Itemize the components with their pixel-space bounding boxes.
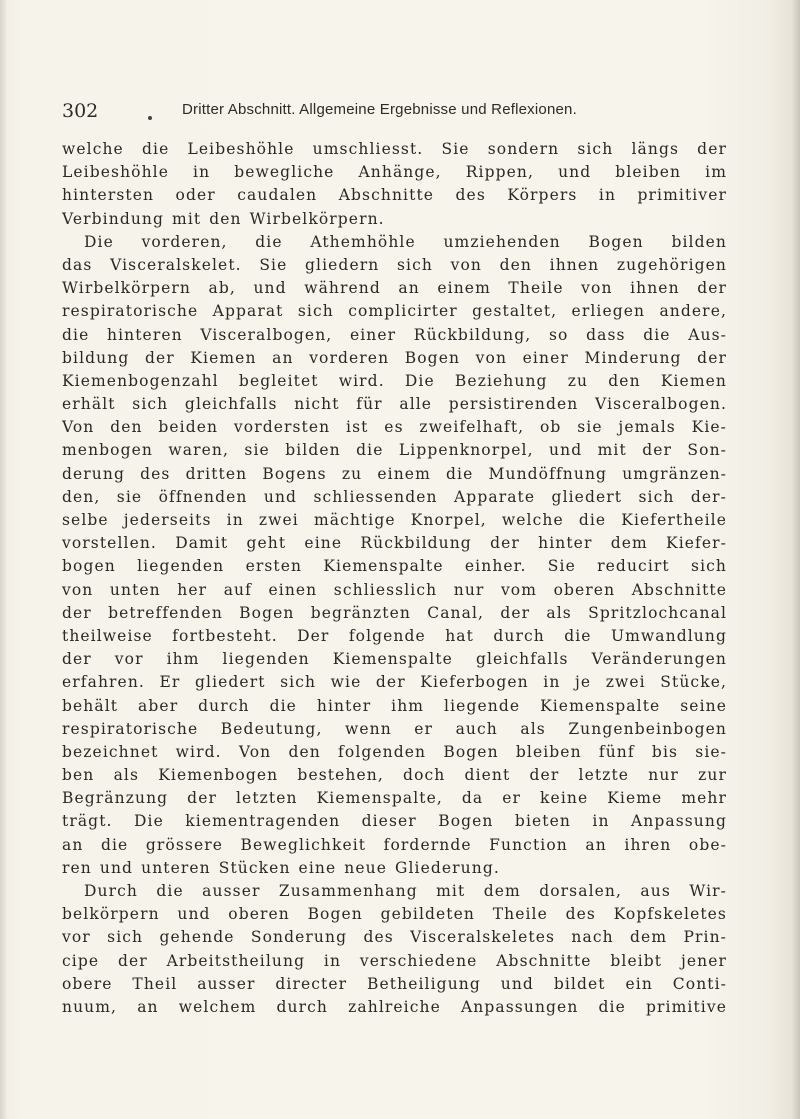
text-line: Die vorderen, die Athemhöhle umziehenden Bogen bilden — [84, 232, 727, 251]
text-line: ren und unteren Stücken eine neue Gliederung. — [62, 858, 500, 877]
running-head: Dritter Abschnitt. Allgemeine Ergebnisse und Reflexionen. — [182, 101, 577, 118]
text-line: Verbindung mit den Wirbelkörpern. — [62, 209, 385, 228]
page-header — [62, 100, 722, 124]
text-line: der vor ihm liegenden Kiemenspalte gleichfalls Veränderungen — [62, 650, 727, 669]
text-line: vor sich gehende Sonderung des Visceralskeletes nach dem Prin- — [62, 928, 727, 947]
text-line: Leibeshöhle in bewegliche Anhänge, Rippen, und bleiben im — [62, 163, 727, 182]
text-line: behält aber durch die hinter ihm liegende Kiemenspalte seine — [62, 696, 727, 715]
body-text — [62, 138, 727, 1019]
text-line: den, sie öffnenden und schliessenden Apparate gliedert sich der- — [62, 487, 727, 506]
text-line: respiratorische Bedeutung, wenn er auch als Zungenbeinbogen — [62, 719, 727, 738]
text-line: welche die Leibeshöhle umschliesst. Sie sondern sich längs der — [62, 140, 727, 158]
text-line: obere Theil ausser directer Betheiligung und bildet ein Conti- — [62, 974, 727, 993]
text-line: Kiemenbogenzahl begleitet wird. Die Beziehung zu den Kiemen — [62, 371, 727, 390]
text-line: das Visceralskelet. Sie gliedern sich von den ihnen zugehörigen — [62, 255, 727, 274]
text-line: theilweise fortbesteht. Der folgende hat durch die Umwandlung — [62, 626, 727, 645]
text-line: bezeichnet wird. Von den folgenden Bogen bleiben fünf bis sie- — [62, 742, 727, 761]
print-dot-mark — [148, 116, 152, 120]
text-line: trägt. Die kiementragenden dieser Bogen bieten in Anpassung — [62, 812, 727, 831]
text-line: belkörpern und oberen Bogen gebildeten Theile des Kopfskeletes — [62, 905, 727, 924]
text-line: bildung der Kiemen an vorderen Bogen von einer Minderung der — [62, 348, 727, 367]
text-line: menbogen waren, sie bilden die Lippenknorpel, und mit der Son- — [62, 441, 727, 460]
text-line: nuum, an welchem durch zahlreiche Anpassungen die primitive — [62, 997, 727, 1016]
text-line: erhält sich gleichfalls nicht für alle persistirenden Visceralbogen. — [62, 395, 727, 414]
text-line: an die grössere Beweglichkeit fordernde Function an ihren obe- — [62, 835, 727, 854]
page-number: 302 — [62, 100, 99, 122]
text-line: ben als Kiemenbogen bestehen, doch dient der letzte nur zur — [62, 766, 727, 785]
text-line: hintersten oder caudalen Abschnitte des Körpers in primitiver — [62, 186, 727, 205]
text-line: vorstellen. Damit geht eine Rückbildung der hinter dem Kiefer- — [62, 534, 727, 553]
text-line: der betreffenden Bogen begränzten Canal, der als Spritzlochcanal — [62, 603, 727, 622]
text-line: Begränzung der letzten Kiemenspalte, da er keine Kieme mehr — [62, 789, 727, 808]
text-line: Von den beiden vordersten ist es zweifelhaft, ob sie jemals Kie- — [62, 418, 727, 437]
page-left-edge — [0, 0, 6, 1119]
text-line: Durch die ausser Zusammenhang mit dem dorsalen, aus Wir- — [84, 882, 727, 900]
text-line: cipe der Arbeitstheilung in verschiedene Abschnitte bleibt jener — [62, 951, 727, 970]
text-line: derung des dritten Bogens zu einem die Mundöffnung umgränzen- — [62, 464, 727, 483]
text-line: von unten her auf einen schliesslich nur vom oberen Abschnitte — [62, 580, 727, 599]
text-line: selbe jederseits in zwei mächtige Knorpel, welche die Kiefertheile — [62, 511, 727, 529]
text-line: respiratorische Apparat sich complicirter gestaltet, erliegen andere, — [62, 302, 727, 321]
text-line: Wirbelkörpern ab, und während an einem Theile von ihnen der — [62, 279, 727, 298]
text-line: bogen liegenden ersten Kiemenspalte einher. Sie reducirt sich — [62, 557, 727, 576]
text-line: erfahren. Er gliedert sich wie der Kieferbogen in je zwei Stücke, — [62, 673, 727, 692]
text-line: die hinteren Visceralbogen, einer Rückbildung, so dass die Aus- — [62, 325, 727, 344]
page-right-edge — [790, 0, 800, 1119]
